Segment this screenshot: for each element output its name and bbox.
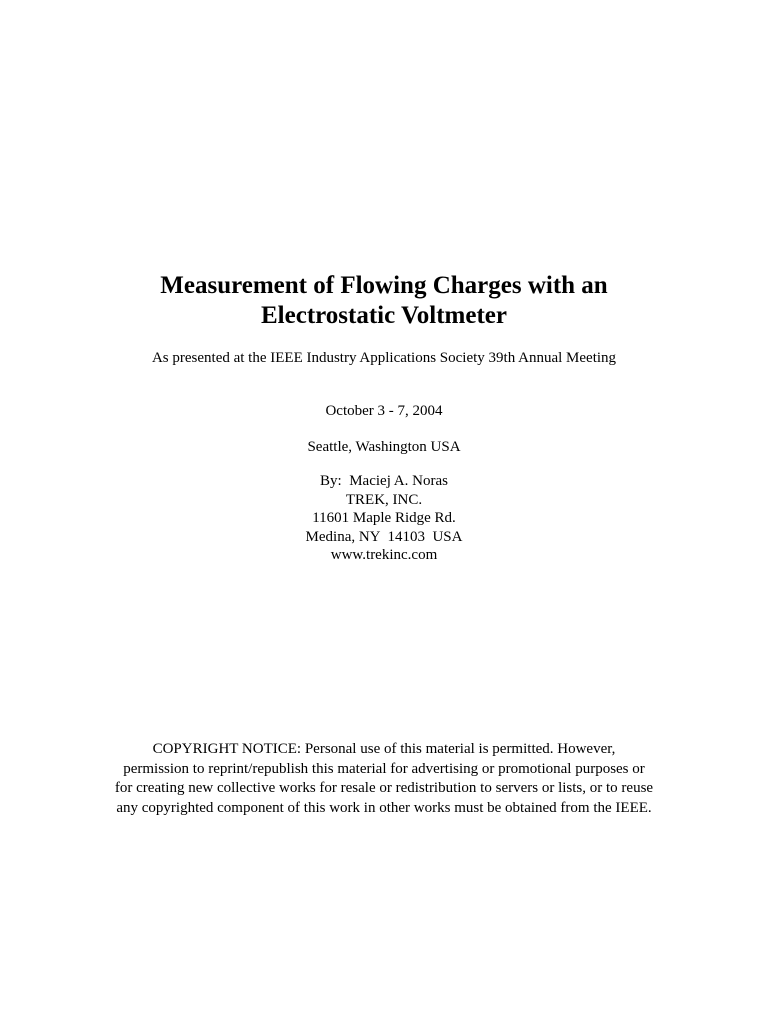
website-link[interactable]: www.trekinc.com [330,547,438,563]
copyright-line: any copyrighted component of this work in other works must be obtained from the IEEE. [116,799,652,816]
event-location: Seattle, Washington USA [307,439,461,455]
author-block [0,472,768,565]
title-line-1: Measurement of Flowing Charges with an [160,272,608,299]
title-line-2: Electrostatic Voltmeter [261,302,507,329]
copyright-line: permission to reprint/republish this material for advertising or promotional purposes or [123,760,645,777]
copyright-line: COPYRIGHT NOTICE: Personal use of this material is permitted. However, [152,741,616,757]
document-title [0,271,768,331]
street-address: 11601 Maple Ridge Rd. [312,510,456,526]
company-name: TREK, INC. [345,491,423,508]
author-line: By: Maciej A. Noras [320,473,448,489]
presentation-note: As presented at the IEEE Industry Applications Society 39th Annual Meeting [151,350,617,366]
event-date: October 3 - 7, 2004 [325,403,443,419]
copyright-notice [0,740,768,818]
city-address: Medina, NY 14103 USA [305,528,463,545]
copyright-line: for creating new collective works for resale or redistribution to servers or lists, or to reuse [114,780,654,796]
